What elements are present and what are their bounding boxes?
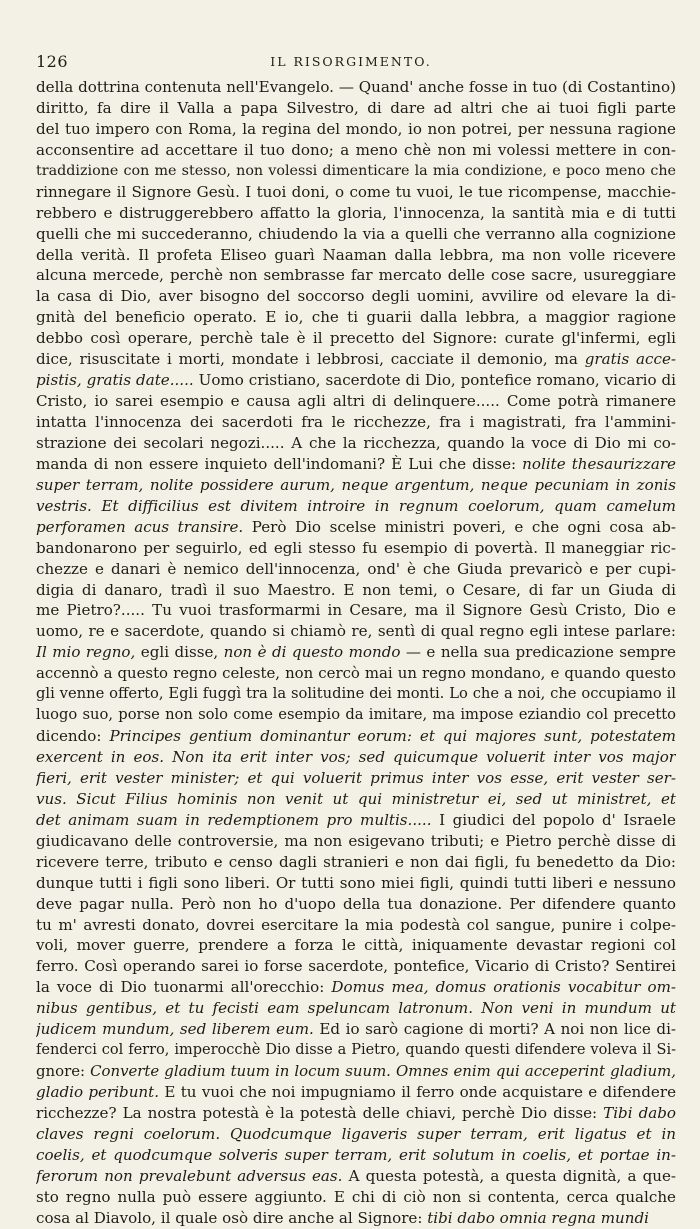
italic-text: non è di questo mondo bbox=[223, 643, 401, 662]
italic-text: claves regni coelorum. Quodcumque ligaveris super terram, erit ligatus et in bbox=[36, 1124, 676, 1143]
text-run: ricevere terre, tributo e censo dagli stranieri e non dai figli, fu benedetto da Dio: bbox=[36, 852, 676, 871]
text-run: intatta l'innocenza dei sacerdoti fra le ricchezze, fra i magistrati, fra l'ammini- bbox=[36, 413, 676, 431]
text-line bbox=[36, 580, 676, 601]
text-line bbox=[36, 726, 676, 747]
text-line bbox=[36, 956, 676, 977]
text-line bbox=[36, 433, 676, 454]
italic-text: perforamen acus transire. bbox=[36, 517, 244, 536]
text-line bbox=[36, 1145, 676, 1166]
text-run: giudicavano delle controversie, ma non esigevano tributi; e Pietro perchè disse di bbox=[36, 831, 676, 850]
text-line bbox=[36, 496, 676, 517]
text-line bbox=[36, 768, 676, 789]
italic-text: nibus gentibus, et tu fecisti eam speluncam latronum. Non veni in mundum ut bbox=[36, 999, 676, 1018]
body-text bbox=[36, 77, 676, 1229]
text-line bbox=[36, 1208, 676, 1229]
text-run: del tuo impero con Roma, la regina del mondo, io non potrei, per nessuna ragione bbox=[36, 119, 676, 138]
text-run: digia di danaro, tradì il suo Maestro. E non temi, o Cesare, di far un Giuda di bbox=[36, 580, 676, 599]
text-run: la casa di Dio, aver bisogno del soccorso degli uomini, avvilire od elevare la di- bbox=[36, 287, 676, 306]
running-title: IL RISORGIMENTO. bbox=[270, 54, 432, 69]
text-line bbox=[36, 475, 676, 496]
text-line bbox=[36, 140, 676, 161]
italic-text: fieri, erit vester minister; et qui voluerit primus inter vos esse, erit vester ser- bbox=[36, 768, 676, 787]
text-run: sto regno nulla può essere aggiunto. E chi di ciò non si contenta, cerca qualche bbox=[36, 1187, 676, 1206]
text-line bbox=[36, 1187, 676, 1208]
italic-text: ferorum non prevalebunt adversus eas. bbox=[36, 1166, 343, 1185]
text-run: deve pagar nulla. Però non ho d'uopo della tua donazione. Per difendere quanto bbox=[36, 894, 676, 913]
italic-text: Domus mea, domus orationis vocabitur om- bbox=[331, 978, 676, 997]
text-line bbox=[36, 307, 676, 328]
italic-text: tibi dabo omnia regna mundi bbox=[427, 1208, 649, 1227]
text-run: fenderci col ferro, imperocchè Dio disse a Pietro, quando questi difendere voleva il Si- bbox=[36, 1042, 676, 1059]
italic-text: det animam suam in redemptionem pro multis..... bbox=[36, 810, 432, 829]
text-line bbox=[36, 663, 676, 684]
text-line bbox=[36, 684, 676, 705]
italic-text: exercent in eos. Non ita erit inter vos; sed quicumque voluerit inter vos major bbox=[36, 748, 676, 766]
text-run: Ed io sarò cagione di morti? A noi non lice di- bbox=[313, 1020, 676, 1039]
text-run: della verità. Il profeta Eliseo guarì Naaman dalla lebbra, ma non volle ricevere bbox=[36, 245, 676, 264]
italic-text: gladio peribunt. bbox=[36, 1083, 160, 1101]
italic-text: Tibi dabo bbox=[603, 1103, 676, 1122]
text-line bbox=[36, 831, 676, 852]
text-line bbox=[36, 265, 676, 286]
italic-text: judicem mundum, sed liberem eum. bbox=[36, 1020, 314, 1039]
italic-text: gratis acce- bbox=[584, 350, 676, 369]
text-line bbox=[36, 1103, 676, 1124]
text-line bbox=[36, 852, 676, 873]
italic-text: vestris. Et difficilius est divitem introire in regnum coelorum, quam camelum bbox=[36, 496, 676, 515]
text-line bbox=[36, 1019, 676, 1040]
italic-text: vus. Sicut Filius hominis non venit ut qui ministretur ei, sed ut ministret, et bbox=[36, 789, 676, 808]
text-run: debbo così operare, perchè tale è il precetto del Signore: curate gl'infermi, egli bbox=[36, 329, 676, 348]
text-run: acconsentire ad accettare il tuo dono; a meno chè non mi volessi mettere in con- bbox=[36, 140, 676, 159]
text-line bbox=[36, 182, 676, 203]
text-run: ferro. Così operando sarei io forse sacerdote, pontefice, Vicario di Cristo? Sentirei bbox=[36, 957, 676, 976]
text-line bbox=[36, 98, 676, 119]
text-line bbox=[36, 810, 676, 831]
text-run: — e nella sua predicazione sempre bbox=[400, 643, 676, 662]
text-run: alcuna mercede, perchè non sembrasse far mercato delle cose sacre, usureggiare bbox=[36, 266, 676, 285]
text-run: Uomo cristiano, sacerdote di Dio, pontefice romano, vicario di bbox=[193, 371, 676, 390]
text-line bbox=[36, 935, 676, 956]
text-line bbox=[36, 203, 676, 224]
italic-text: coelis, et quodcumque solveris super terram, erit solutum in coelis, et portae in- bbox=[36, 1145, 676, 1164]
text-line bbox=[36, 349, 676, 370]
text-line bbox=[36, 1124, 676, 1145]
page-header bbox=[36, 52, 666, 74]
text-run: accennò a questo regno celeste, non cercò mai un regno mondano, e quando questo bbox=[36, 664, 676, 683]
text-line bbox=[36, 621, 676, 642]
text-line bbox=[36, 977, 676, 998]
text-run: A questa potestà, a questa dignità, a que- bbox=[342, 1166, 676, 1185]
text-run: rinnegare il Signore Gesù. I tuoi doni, o come tu vuoi, le tue ricompense, macchie- bbox=[36, 182, 676, 201]
text-run: dicendo: bbox=[36, 727, 110, 746]
text-line bbox=[36, 1082, 676, 1103]
text-run: gnore: bbox=[36, 1062, 91, 1081]
text-line bbox=[36, 538, 676, 559]
text-line bbox=[36, 894, 676, 915]
text-line bbox=[36, 328, 676, 349]
text-line bbox=[36, 391, 676, 412]
text-run: gli venne offerto, Egli fuggì tra la solitudine dei monti. Lo che a noi, che occupiamo il bbox=[36, 685, 676, 703]
text-line bbox=[36, 517, 676, 538]
text-line bbox=[36, 559, 676, 580]
text-run: dice, risuscitate i morti, mondate i lebbrosi, cacciate il demonio, ma bbox=[36, 350, 585, 369]
text-line bbox=[36, 915, 676, 936]
text-line bbox=[36, 454, 676, 475]
text-run: bandonarono per seguirlo, ed egli stesso fu esempio di povertà. Il maneggiar ric- bbox=[36, 538, 676, 557]
text-run: dunque tutti i figli sono liberi. Or tutti sono miei figli, quindi tutti liberi e nessuno bbox=[36, 873, 676, 892]
text-line bbox=[36, 412, 676, 433]
text-run: la voce di Dio tuonarmi all'orecchio: bbox=[36, 978, 332, 997]
italic-text: super terram, nolite possidere aurum, neque argentum, neque pecuniam in zonis bbox=[36, 475, 676, 494]
text-run: diritto, fa dire il Valla a papa Silvestro, di dare ad altri che ai tuoi figli parte bbox=[36, 98, 676, 117]
italic-text: Converte gladium tuum in locum suum. Omnes enim qui acceperint gladium, bbox=[90, 1062, 676, 1081]
text-line bbox=[36, 642, 676, 663]
text-run: rebbero e distruggerebbero affatto la gloria, l'innocenza, la santità mia e di tutti bbox=[36, 203, 676, 222]
italic-text: Il mio regno, bbox=[36, 643, 136, 662]
text-run: chezze e danari è nemico dell'innocenza, ond' è che Giuda prevaricò e per cupi- bbox=[36, 559, 676, 578]
text-run: tu m' avresti donato, dovrei esercitare la mia podestà col sangue, punire i colpe- bbox=[36, 915, 676, 934]
text-line bbox=[36, 1040, 676, 1061]
text-run: voli, mover guerre, prendere a forza le città, iniquamente devastar regioni col bbox=[36, 936, 676, 955]
text-run: Però Dio scelse ministri poveri, e che ogni cosa ab- bbox=[243, 517, 676, 536]
page-number: 126 bbox=[36, 52, 69, 71]
text-run: strazione dei secolari negozi..... A che la ricchezza, quando la voce di Dio mi co- bbox=[36, 433, 676, 452]
text-line bbox=[36, 1166, 676, 1187]
text-line bbox=[36, 873, 676, 894]
text-line bbox=[36, 1061, 676, 1082]
text-line bbox=[36, 747, 676, 768]
italic-text: nolite thesaurizzare bbox=[522, 454, 676, 473]
text-line bbox=[36, 119, 676, 140]
text-run: cosa al Diavolo, il quale osò dire anche al Signore: bbox=[36, 1208, 428, 1227]
text-line bbox=[36, 286, 676, 307]
text-line bbox=[36, 705, 676, 726]
text-run: quelli che mi succederanno, chiudendo la via a quelli che verranno alla cognizione bbox=[36, 224, 676, 243]
text-line bbox=[36, 161, 676, 182]
text-run: della dottrina contenuta nell'Evangelo. — Quand' anche fosse in tuo (di Costantino) bbox=[36, 78, 676, 96]
text-run: I giudici del popolo d' Israele bbox=[431, 810, 676, 829]
text-run: ricchezze? La nostra potestà è la potestà delle chiavi, perchè Dio disse: bbox=[36, 1103, 604, 1122]
italic-text: pistis, gratis date..... bbox=[36, 371, 194, 390]
text-run: gnità del beneficio operato. E io, che ti guarii dalla lebbra, a maggior ragione bbox=[36, 308, 676, 327]
text-run: Cristo, io sarei esempio e causa agli altri di delinquere..... Come potrà rimanere bbox=[36, 392, 676, 411]
text-line bbox=[36, 245, 676, 266]
text-run: me Pietro?..... Tu vuoi trasformarmi in Cesare, ma il Signore Gesù Cristo, Dio e bbox=[36, 601, 676, 620]
text-run: manda di non essere inquieto dell'indomani? È Lui che disse: bbox=[36, 454, 523, 473]
text-line bbox=[36, 77, 676, 98]
text-line bbox=[36, 789, 676, 810]
italic-text: Principes gentium dominantur eorum: et qui majores sunt, potestatem bbox=[109, 727, 676, 746]
text-line bbox=[36, 998, 676, 1019]
text-line bbox=[36, 224, 676, 245]
text-line bbox=[36, 370, 676, 391]
text-run: egli disse, bbox=[135, 643, 224, 662]
text-run: luogo suo, porse non solo come esempio da imitare, ma impose eziandio col precetto bbox=[36, 706, 676, 724]
text-run: traddizione con me stesso, non volessi dimenticare la mia condizione, e poco meno che bbox=[36, 162, 676, 179]
text-line bbox=[36, 600, 676, 621]
text-run: uomo, re e sacerdote, quando si chiamò re, sentì di qual regno egli intese parlare: bbox=[36, 622, 676, 641]
text-run: E tu vuoi che noi impugniamo il ferro onde acquistare e difendere bbox=[159, 1083, 676, 1101]
